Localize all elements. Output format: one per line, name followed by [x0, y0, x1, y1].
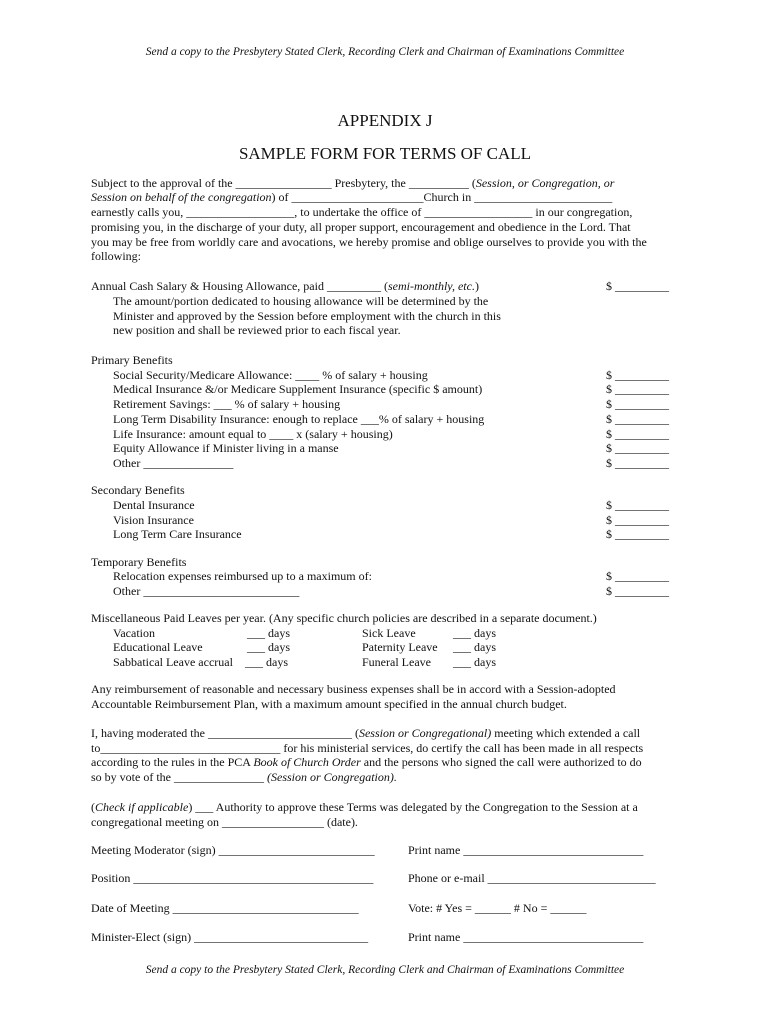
leave-days: ___ days [247, 626, 290, 640]
leave-type: Funeral Leave [362, 655, 431, 669]
temporary-benefits-heading: Temporary Benefits [91, 555, 187, 569]
benefit-item: Medical Insurance &/or Medicare Supplement Insurance (specific $ amount) [113, 382, 483, 396]
intro-line-3: earnestly calls you, __________________, to undertake the office of __________________ in our congregation, [91, 205, 633, 219]
amount-blank: $ _________ [606, 527, 669, 541]
salary-amount: $ _________ [606, 279, 669, 293]
footer-note: Send a copy to the Presbytery Stated Clerk, Recording Clerk and Chairman of Examinations Committee [145, 964, 625, 976]
benefit-item: Dental Insurance [113, 498, 195, 512]
salary-line: Annual Cash Salary & Housing Allowance, paid _________ (semi-monthly, etc.) [91, 279, 479, 293]
amount-blank: $ _________ [606, 427, 669, 441]
amount-blank: $ _________ [606, 441, 669, 455]
leave-days: ___ days [453, 655, 496, 669]
amount-blank: $ _________ [606, 368, 669, 382]
benefit-item: Equity Allowance if Minister living in a manse [113, 441, 339, 455]
reimbursement-line-1: Any reimbursement of reasonable and necessary business expenses shall be in accord with a Session-adopted [91, 682, 616, 696]
certification-line-4: so by vote of the _______________ (Session or Congregation). [91, 770, 397, 784]
benefit-item: Social Security/Medicare Allowance: ____ % of salary + housing [113, 368, 428, 382]
amount-blank: $ _________ [606, 397, 669, 411]
leave-days: ___ days [245, 655, 288, 669]
housing-note-2: Minister and approved by the Session before employment with the church in this [113, 309, 501, 323]
intro-line-2: Session on behalf of the congregation) of ______________________Church in _______________________ [91, 190, 613, 204]
appendix-title: APPENDIX J [337, 111, 433, 130]
amount-blank: $ _________ [606, 569, 669, 583]
benefit-item: Retirement Savings: ___ % of salary + housing [113, 397, 341, 411]
benefit-item: Vision Insurance [113, 513, 194, 527]
intro-line-1: Subject to the approval of the ________________ Presbytery, the __________ (Session, or Congregation, or [91, 176, 615, 190]
leave-type: Sick Leave [362, 626, 416, 640]
meeting-date-field[interactable]: Date of Meeting _______________________________ [91, 901, 359, 915]
leave-days: ___ days [453, 640, 496, 654]
leave-type: Sabbatical Leave accrual [113, 655, 233, 669]
certification-line-2: to______________________________ for his ministerial services, do certify the call has been made in all respects [91, 741, 644, 755]
print-name-field[interactable]: Print name ______________________________ [408, 843, 644, 857]
delegation-line-1: (Check if applicable) ___ Authority to approve these Terms was delegated by the Congregation to the Session at a [91, 800, 638, 814]
benefit-item: Other _______________ [113, 456, 234, 470]
header-note: Send a copy to the Presbytery Stated Clerk, Recording Clerk and Chairman of Examinations Committee [145, 46, 625, 58]
amount-blank: $ _________ [606, 412, 669, 426]
amount-blank: $ _________ [606, 584, 669, 598]
leave-type: Vacation [113, 626, 155, 640]
phone-email-field[interactable]: Phone or e-mail ____________________________ [408, 871, 656, 885]
housing-note-1: The amount/portion dedicated to housing allowance will be determined by the [113, 294, 489, 308]
amount-blank: $ _________ [606, 382, 669, 396]
moderator-signature-field[interactable]: Meeting Moderator (sign) __________________________ [91, 843, 375, 857]
print-name-field[interactable]: Print name ______________________________ [408, 930, 644, 944]
reimbursement-line-2: Accountable Reimbursement Plan, with a maximum amount specified in the annual church budget. [91, 697, 567, 711]
benefit-item: Relocation expenses reimbursed up to a maximum of: [113, 569, 372, 583]
intro-line-5: you may be free from worldly care and avocations, we hereby promise and oblige ourselves to provide you with the [91, 235, 647, 249]
intro-line-4: promising you, in the discharge of your duty, all proper support, encouragement and obedience in the Lord. That [91, 220, 631, 234]
housing-note-3: new position and shall be reviewed prior to each fiscal year. [113, 323, 401, 337]
leaves-heading: Miscellaneous Paid Leaves per year. (Any specific church policies are described in a separate document.) [91, 611, 597, 625]
leave-type: Educational Leave [113, 640, 203, 654]
certification-line-3: according to the rules in the PCA Book of Church Order and the persons who signed the call were authorized to do [91, 755, 642, 769]
position-field[interactable]: Position ________________________________________ [91, 871, 374, 885]
leave-days: ___ days [247, 640, 290, 654]
benefit-item: Life Insurance: amount equal to ____ x (salary + housing) [113, 427, 393, 441]
leave-type: Paternity Leave [362, 640, 438, 654]
intro-line-6: following: [91, 249, 141, 263]
vote-field[interactable]: Vote: # Yes = ______ # No = ______ [408, 901, 587, 915]
benefit-item: Long Term Care Insurance [113, 527, 242, 541]
leave-days: ___ days [453, 626, 496, 640]
benefit-item: Other __________________________ [113, 584, 300, 598]
amount-blank: $ _________ [606, 513, 669, 527]
amount-blank: $ _________ [606, 456, 669, 470]
amount-blank: $ _________ [606, 498, 669, 512]
minister-elect-signature-field[interactable]: Minister-Elect (sign) _____________________________ [91, 930, 369, 944]
benefit-item: Long Term Disability Insurance: enough to replace ___% of salary + housing [113, 412, 485, 426]
secondary-benefits-heading: Secondary Benefits [91, 483, 185, 497]
certification-line-1: I, having moderated the ________________________ (Session or Congregational) meeting which extended a call [91, 726, 641, 740]
primary-benefits-heading: Primary Benefits [91, 353, 173, 367]
delegation-line-2: congregational meeting on _________________ (date). [91, 815, 358, 829]
form-title: SAMPLE FORM FOR TERMS OF CALL [238, 144, 532, 163]
